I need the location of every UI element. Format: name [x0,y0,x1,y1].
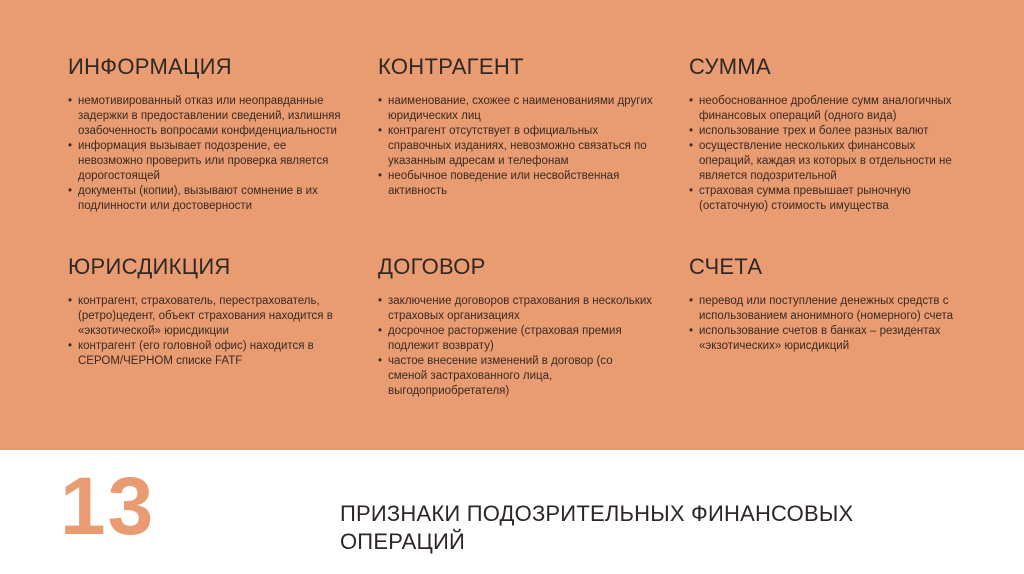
list-item: • частое внесение изменений в договор (со сменой застрахованного лица, выгодоприобретателя) [378,354,653,399]
list-item: • контрагент отсутствует в официальных справочных изданиях, невозможно связаться по указанным адресам и телефонам [378,124,653,169]
list-item: • осуществление нескольких финансовых операций, каждая из которых в отдельности не является подозрительной [689,139,964,184]
section-accounts [689,254,964,354]
section-counterparty [378,54,653,199]
section-jurisdiction [68,254,343,369]
bullet-list [378,94,653,199]
list-item: • контрагент, страхователь, перестрахователь, (ретро)цедент, объект страхования находится в «экзотической» юрисдикции [68,294,343,339]
bullet-list [689,94,964,214]
bullet-list [68,294,343,369]
list-item: • документы (копии), вызывают сомнение в их подлинности или достоверности [68,184,343,214]
slide-title: ПРИЗНАКИ ПОДОЗРИТЕЛЬНЫХ ФИНАНСОВЫХ ОПЕРАЦИЙ [340,501,854,554]
section-amount [689,54,964,214]
list-item: • необычное поведение или несвойственная активность [378,169,653,199]
bullet-list [378,294,653,399]
section-title: СЧЕТА [689,254,763,279]
bullet-list [689,294,964,354]
list-item: • наименование, схожее с наименованиями других юридических лиц [378,94,653,124]
list-item: • использование трех и более разных валют [689,124,964,139]
list-item: • необоснованное дробление сумм аналогичных финансовых операций (одного вида) [689,94,964,124]
bullet-list [68,94,343,214]
section-title: КОНТРАГЕНТ [378,54,524,79]
list-item: • информация вызывает подозрение, ее невозможно проверить или проверка является дорогостоящей [68,139,343,184]
list-item: • страховая сумма превышает рыночную (остаточную) стоимость имущества [689,184,964,214]
list-item: • заключение договоров страхования в нескольких страховых организациях [378,294,653,324]
page-number: 13 [60,461,156,552]
section-title: ДОГОВОР [378,254,486,279]
section-title: ИНФОРМАЦИЯ [68,54,232,79]
list-item: • перевод или поступление денежных средств с использованием анонимного (номерного) счета [689,294,964,324]
section-information [68,54,343,214]
section-title: ЮРИСДИКЦИЯ [68,254,231,279]
list-item: • контрагент (его головной офис) находится в СЕРОМ/ЧЕРНОМ списке FATF [68,339,343,369]
section-contract [378,254,653,399]
section-title: СУММА [689,54,771,79]
list-item: • немотивированный отказ или неоправданные задержки в предоставлении сведений, излишняя озабоченность вопросами конфиденциальности [68,94,343,139]
list-item: • досрочное расторжение (страховая премия подлежит возврату) [378,324,653,354]
list-item: • использование счетов в банках – резидентах «экзотических» юрисдикций [689,324,964,354]
